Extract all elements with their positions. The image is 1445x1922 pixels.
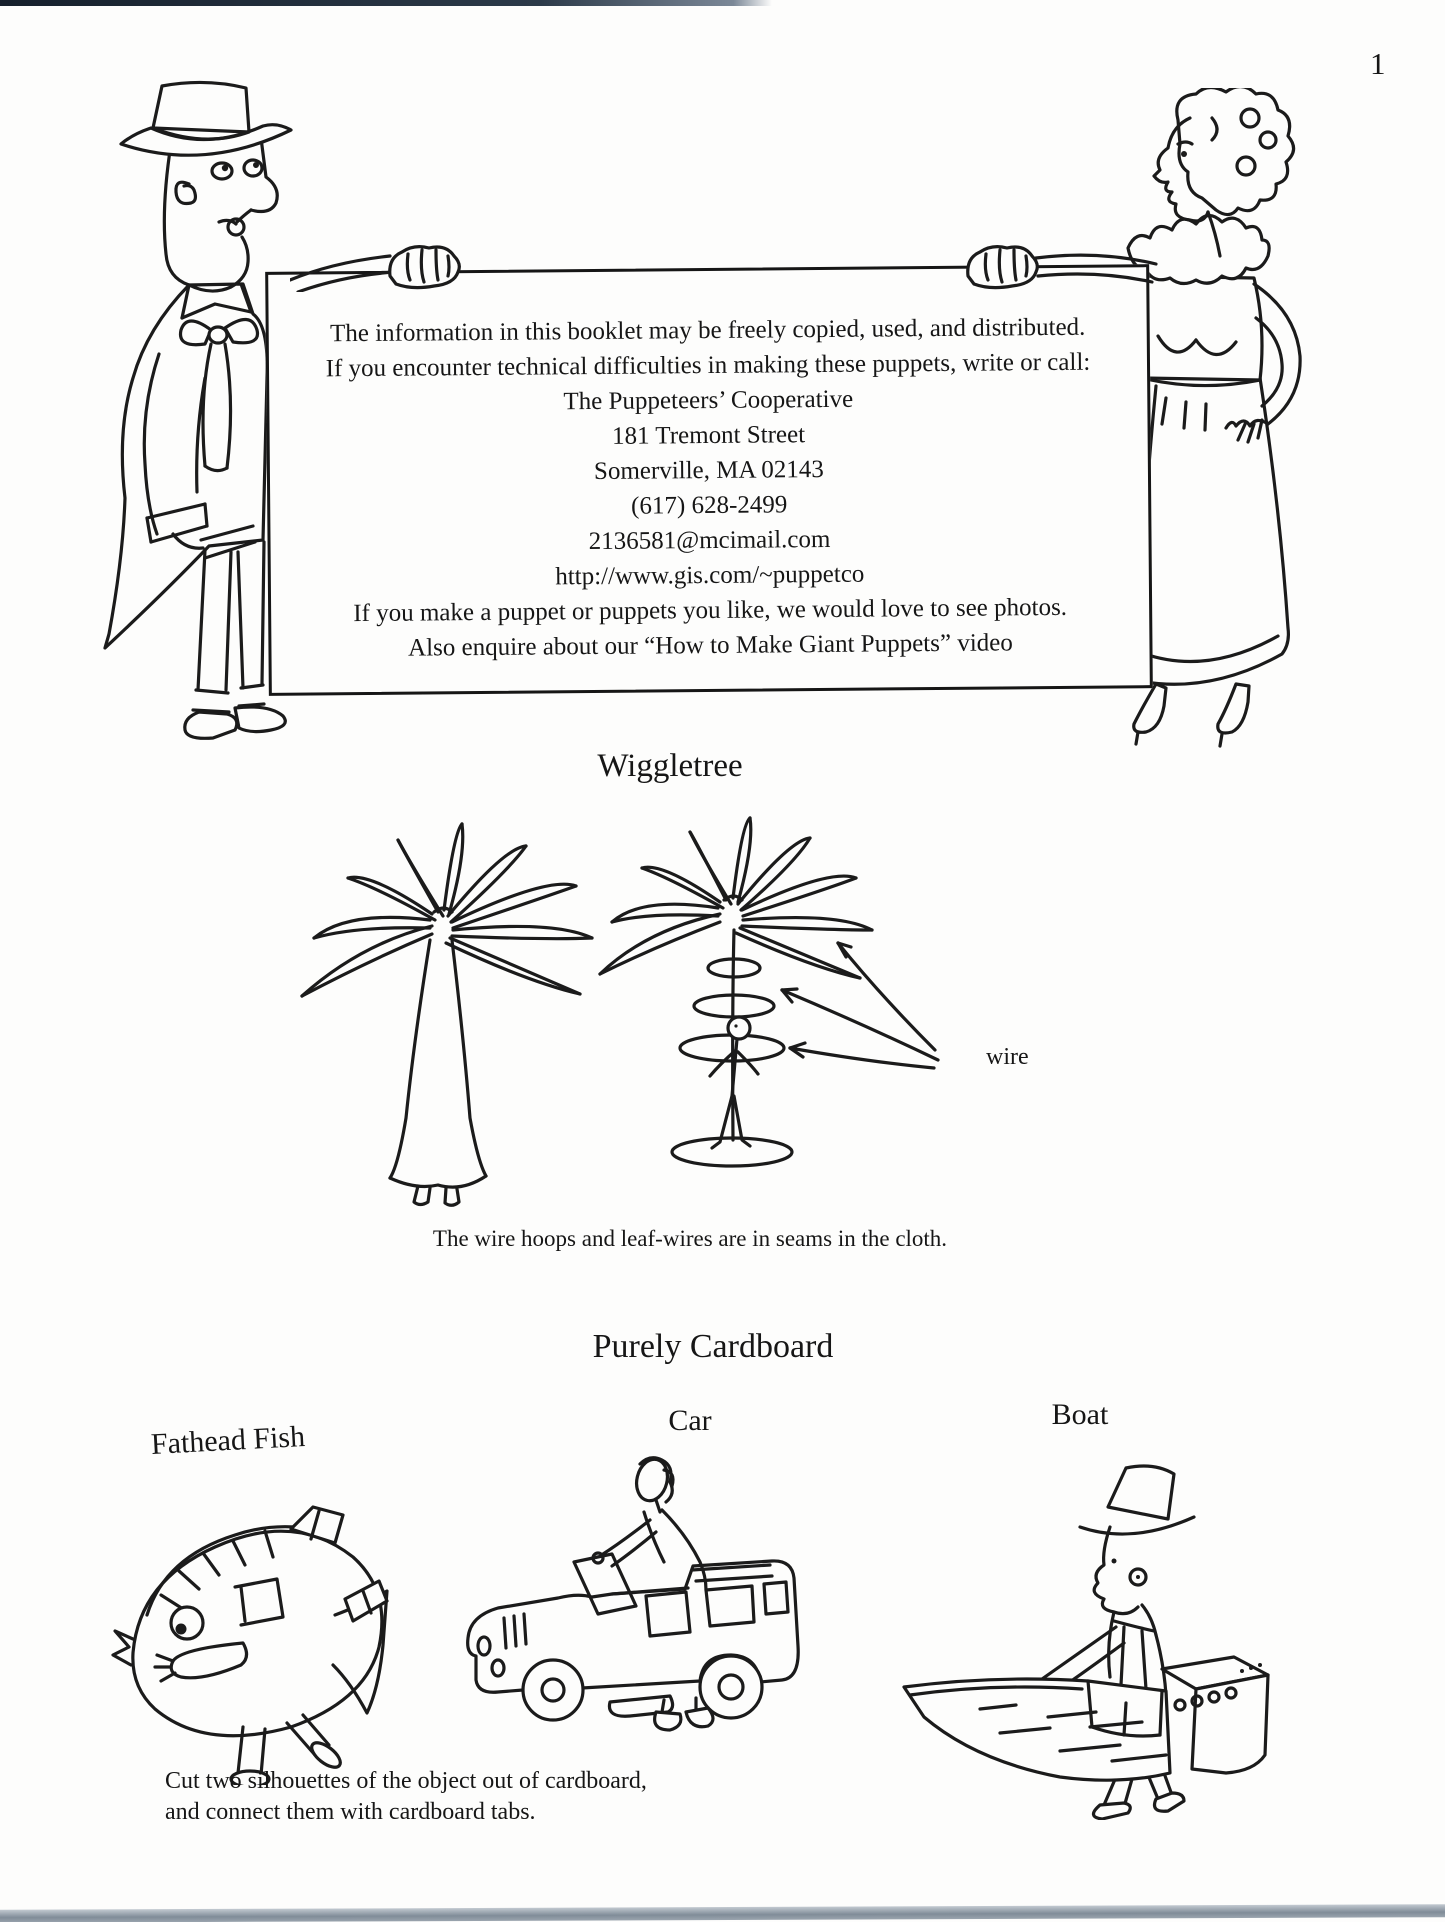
wire-label: wire bbox=[986, 1044, 1029, 1070]
woman-hand-on-sign bbox=[958, 240, 1158, 292]
wiggletree-plain-tree bbox=[302, 824, 592, 1205]
boat-hull bbox=[904, 1679, 1170, 1780]
top-hat-icon bbox=[121, 82, 291, 155]
car-label: Car bbox=[668, 1404, 712, 1437]
top-scan-artifact-bar bbox=[0, 0, 772, 6]
page-number: 1 bbox=[1370, 46, 1386, 81]
man-with-top-hat-illustration bbox=[55, 78, 295, 748]
car-illustration bbox=[460, 1450, 810, 1750]
wiggletree-section-title: Wiggletree bbox=[597, 748, 743, 784]
cardboard-caption bbox=[165, 1766, 647, 1828]
boat-illustration bbox=[880, 1455, 1280, 1820]
sign-text-line-city: Somerville, MA 02143 bbox=[593, 455, 824, 486]
boat-stern-cabin bbox=[1162, 1657, 1268, 1773]
cardboard-caption-line: and connect them with cardboard tabs. bbox=[165, 1799, 536, 1825]
sign-text-line: If you encounter technical difficulties in making these puppets, write or call: bbox=[325, 348, 1091, 383]
wiggletree-structure-tree bbox=[600, 818, 872, 1166]
man-hand-on-sign bbox=[290, 240, 470, 292]
sign-text-line: If you make a puppet or puppets you like, we would love to see photos. bbox=[353, 593, 1068, 628]
sign-text-line-org-name: The Puppeteers’ Cooperative bbox=[563, 385, 854, 416]
sign-text-line-street: 181 Tremont Street bbox=[611, 421, 806, 450]
wiggletree-illustration bbox=[290, 810, 1060, 1210]
wiggletree-caption: The wire hoops and leaf-wires are in seams in the cloth. bbox=[432, 1226, 948, 1251]
boat-label: Boat bbox=[1051, 1398, 1109, 1431]
fathead-fish-label: Fathead Fish bbox=[150, 1419, 306, 1462]
cardboard-caption-line: Cut two silhouettes of the object out of cardboard, bbox=[165, 1768, 647, 1794]
sign-text-line-url: http://www.gis.com/~puppetco bbox=[555, 560, 865, 591]
sign-board bbox=[265, 264, 1153, 696]
woman-hair bbox=[1177, 88, 1294, 215]
bottom-scan-artifact-bar bbox=[0, 1904, 1445, 1922]
woman-feet bbox=[1134, 684, 1249, 746]
sign-text-line-email: 2136581@mcimail.com bbox=[588, 525, 831, 556]
fathead-fish-illustration bbox=[95, 1495, 415, 1785]
purely-cardboard-section-title: Purely Cardboard bbox=[592, 1328, 834, 1365]
sign-text-line: The information in this booklet may be freely copied, used, and distributed. bbox=[329, 313, 1086, 348]
car-driver bbox=[593, 1456, 706, 1590]
sign-text-line: Also enquire about our “How to Make Giant Puppets” video bbox=[407, 629, 1013, 662]
sign-text-line-phone: (617) 628-2499 bbox=[630, 491, 788, 520]
